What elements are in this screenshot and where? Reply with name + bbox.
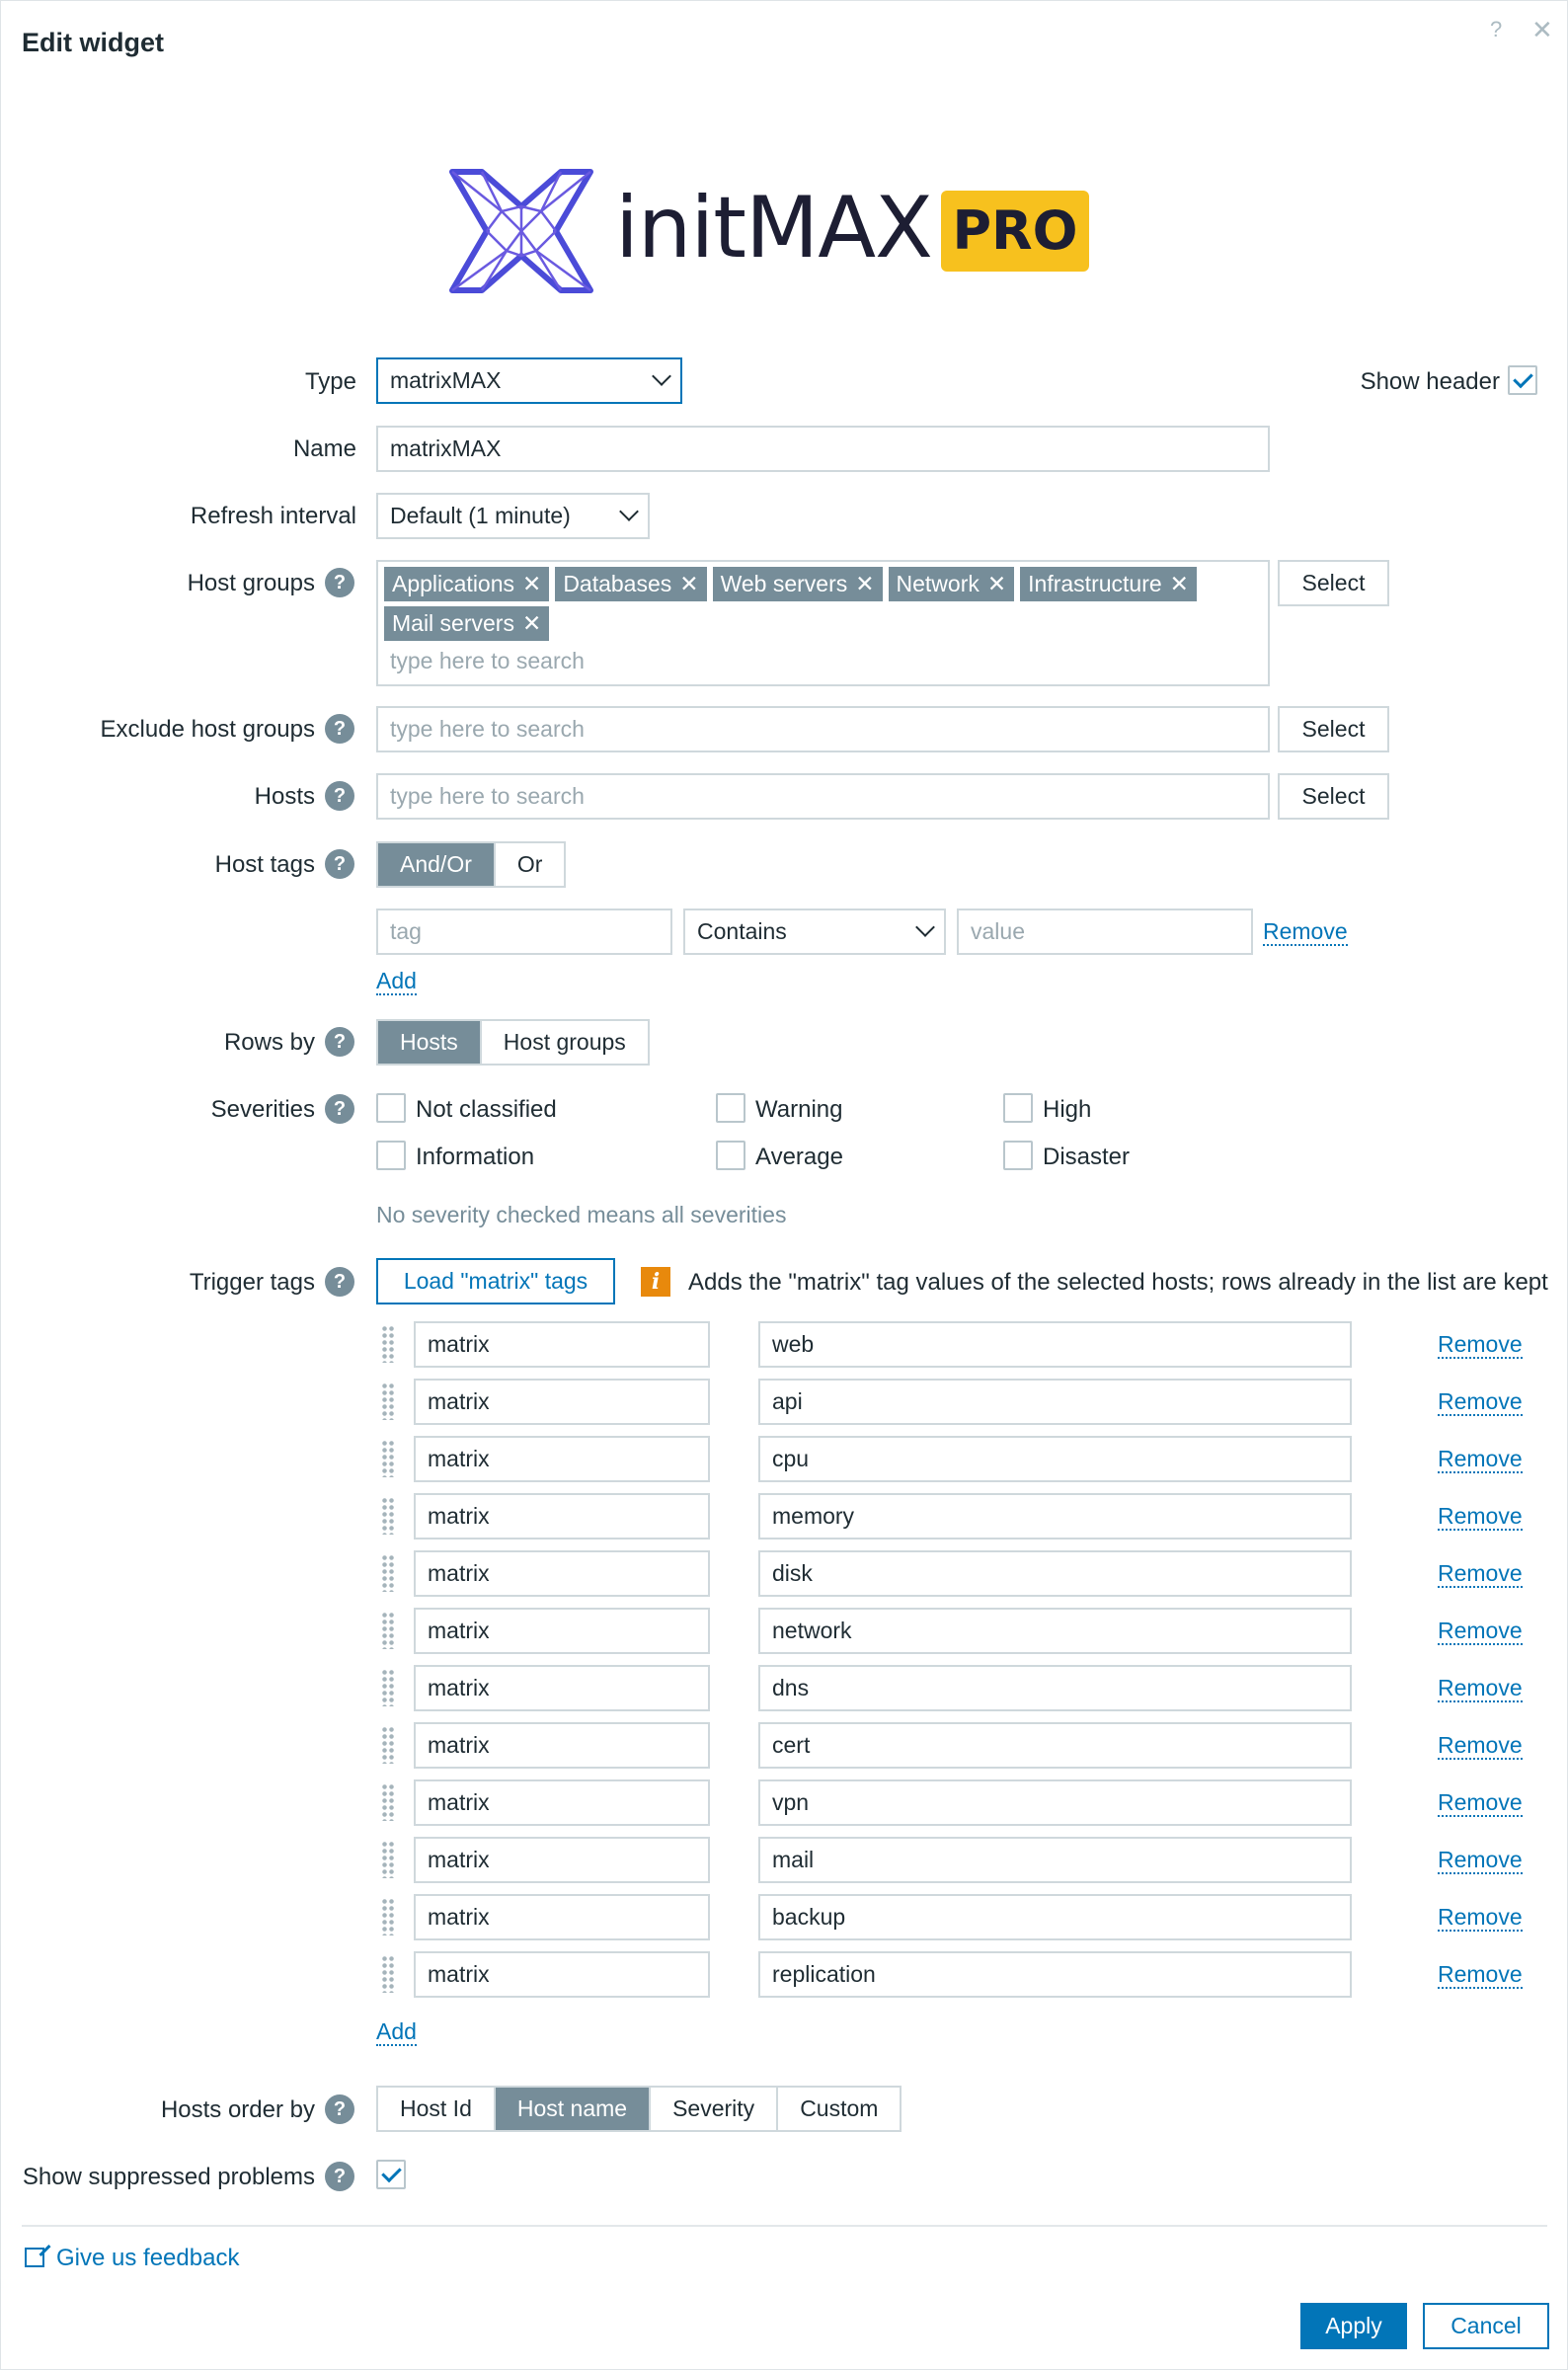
name-value: matrixMAX [390, 435, 502, 461]
trigger-tag-remove-link[interactable]: Remove [1438, 1847, 1523, 1872]
severity-disaster-checkbox[interactable] [1003, 1141, 1033, 1170]
name-input[interactable] [376, 426, 1270, 472]
trigger-tag-value-input[interactable] [758, 1722, 1352, 1769]
give-feedback-label: Give us feedback [56, 2245, 240, 2271]
trigger-tag-name-value: matrix [428, 1789, 490, 1815]
give-feedback-link[interactable] [25, 2245, 239, 2272]
severity-not-classified-label: Not classified [416, 1096, 557, 1123]
trigger-tag-remove-link[interactable]: Remove [1438, 1446, 1523, 1471]
trigger-tag-name-value: matrix [428, 1732, 490, 1758]
host-tags-or-option[interactable]: Or [516, 851, 543, 877]
drag-handle-icon[interactable] [381, 1783, 395, 1821]
severity-average-label: Average [755, 1144, 843, 1170]
host-group-chip-label: Network [896, 571, 980, 596]
trigger-tag-name-value: matrix [428, 1675, 490, 1700]
trigger-tag-name-input[interactable] [414, 1894, 710, 1940]
host-tags-label: Host tags [214, 851, 315, 878]
trigger-tags-label: Trigger tags [189, 1269, 315, 1296]
trigger-tag-value-value: api [772, 1388, 803, 1414]
drag-handle-icon[interactable] [381, 1841, 395, 1878]
trigger-tag-remove-link[interactable]: Remove [1438, 1904, 1523, 1930]
trigger-tag-name-input[interactable] [414, 1493, 710, 1540]
trigger-tag-remove-link[interactable]: Remove [1438, 1388, 1523, 1414]
dialog-title: Edit widget [22, 28, 164, 57]
host-groups-label: Host groups [187, 570, 315, 596]
footer-divider [22, 2225, 1547, 2227]
refresh-interval-label: Refresh interval [190, 503, 356, 529]
trigger-tag-value-value: disk [772, 1560, 813, 1586]
severity-high-checkbox[interactable] [1003, 1093, 1033, 1123]
help-icon[interactable]: ? [325, 568, 354, 597]
rows-by-hosts-option[interactable]: Hosts [378, 1021, 482, 1064]
trigger-tag-remove-link[interactable]: Remove [1438, 1503, 1523, 1529]
trigger-tag-value-input[interactable] [758, 1321, 1352, 1368]
trigger-tag-value-value: backup [772, 1904, 846, 1930]
help-icon[interactable]: ? [325, 1094, 354, 1124]
trigger-tag-value-value: dns [772, 1675, 810, 1700]
help-icon[interactable]: ? [325, 849, 354, 879]
show-header-checkbox[interactable] [1508, 365, 1537, 395]
trigger-tag-value-value: memory [772, 1503, 855, 1529]
severity-warning-checkbox[interactable] [716, 1093, 745, 1123]
severity-information-label: Information [416, 1144, 535, 1170]
order-host-id-option[interactable]: Host Id [378, 2088, 496, 2130]
trigger-tag-name-value: matrix [428, 1961, 490, 1987]
trigger-tag-value-value: web [772, 1331, 815, 1357]
trigger-tag-value-input[interactable] [758, 1436, 1352, 1482]
host-tag-add-link[interactable]: Add [376, 968, 417, 993]
order-custom-option[interactable]: Custom [800, 2095, 879, 2121]
drag-handle-icon[interactable] [381, 1325, 395, 1363]
cancel-button[interactable]: Cancel [1423, 2303, 1549, 2349]
trigger-tag-remove-link[interactable]: Remove [1438, 1789, 1523, 1815]
trigger-tag-value-input[interactable] [758, 1493, 1352, 1540]
host-group-chip-label: Infrastructure [1028, 571, 1162, 596]
host-group-chip [713, 567, 883, 601]
type-label: Type [304, 368, 356, 395]
trigger-tag-value-input[interactable] [758, 1951, 1352, 1998]
severity-information-checkbox[interactable] [376, 1141, 406, 1170]
help-icon[interactable]: ? [325, 781, 354, 811]
apply-button[interactable]: Apply [1300, 2303, 1407, 2349]
trigger-tag-name-input[interactable] [414, 1550, 710, 1597]
trigger-tags-info-text: Adds the "matrix" tag values of the selected hosts; rows already in the list are kept [688, 1269, 1548, 1296]
trigger-tag-name-input[interactable] [414, 1837, 710, 1883]
host-tag-remove-link[interactable]: Remove [1263, 918, 1348, 944]
trigger-tag-name-input[interactable] [414, 1951, 710, 1998]
host-group-chip-label: Databases [563, 571, 672, 596]
type-select[interactable] [376, 357, 682, 404]
trigger-tag-remove-link[interactable]: Remove [1438, 1961, 1523, 1987]
trigger-tag-add-link[interactable]: Add [376, 2018, 417, 2044]
hosts-order-by-toggle [376, 2086, 902, 2132]
trigger-tag-remove-link[interactable]: Remove [1438, 1618, 1523, 1643]
trigger-tag-value-value: vpn [772, 1789, 810, 1815]
trigger-tag-name-value: matrix [428, 1388, 490, 1414]
help-icon[interactable]: ? [1490, 17, 1503, 41]
drag-handle-icon[interactable] [381, 1382, 395, 1420]
trigger-tag-name-value: matrix [428, 1331, 490, 1357]
remove-chip-icon[interactable]: ✕ [522, 571, 542, 596]
trigger-tag-remove-link[interactable]: Remove [1438, 1675, 1523, 1700]
close-icon[interactable]: ✕ [1531, 15, 1553, 44]
rows-by-label: Rows by [223, 1029, 315, 1056]
info-icon[interactable]: i [641, 1267, 670, 1297]
refresh-interval-value: Default (1 minute) [390, 503, 571, 528]
trigger-tag-value-input[interactable] [758, 1665, 1352, 1711]
trigger-tag-value-input[interactable] [758, 1379, 1352, 1425]
drag-handle-icon[interactable] [381, 1612, 395, 1649]
trigger-tag-name-value: matrix [428, 1503, 490, 1529]
order-severity-option[interactable]: Severity [651, 2088, 778, 2130]
host-group-chip-label: Mail servers [392, 610, 514, 636]
help-icon[interactable]: ? [325, 2094, 354, 2124]
type-value: matrixMAX [390, 367, 502, 393]
drag-handle-icon[interactable] [381, 1898, 395, 1936]
trigger-tag-name-input[interactable] [414, 1321, 710, 1368]
host-group-chip [384, 567, 549, 601]
drag-handle-icon[interactable] [381, 1726, 395, 1764]
severity-warning-label: Warning [755, 1096, 843, 1123]
host-group-chip-label: Web servers [720, 571, 848, 596]
trigger-tag-remove-link[interactable]: Remove [1438, 1732, 1523, 1758]
chevron-down-icon [652, 366, 671, 386]
severity-high-label: High [1043, 1096, 1092, 1123]
host-group-chip [1020, 567, 1197, 601]
exclude-host-groups-select-button[interactable]: Select [1278, 706, 1389, 752]
severity-disaster-label: Disaster [1043, 1144, 1131, 1170]
drag-handle-icon[interactable] [381, 1497, 395, 1535]
trigger-tag-name-value: matrix [428, 1560, 490, 1586]
trigger-tag-value-input[interactable] [758, 1550, 1352, 1597]
help-icon[interactable]: ? [325, 714, 354, 744]
host-groups-chips [384, 567, 1262, 646]
trigger-tag-name-input[interactable] [414, 1665, 710, 1711]
trigger-tag-name-input[interactable] [414, 1379, 710, 1425]
trigger-tag-name-input[interactable] [414, 1779, 710, 1826]
help-icon[interactable]: ? [325, 2162, 354, 2191]
show-suppressed-label: Show suppressed problems [22, 2164, 315, 2190]
drag-handle-icon[interactable] [381, 1554, 395, 1592]
hosts-input[interactable]: type here to search [376, 773, 1270, 820]
remove-chip-icon[interactable]: ✕ [1169, 571, 1189, 596]
initmax-logo [447, 167, 1089, 295]
trigger-tag-name-value: matrix [428, 1847, 490, 1872]
order-host-name-option[interactable]: Host name [496, 2088, 651, 2130]
logo-brand: initMAX [615, 179, 932, 277]
host-tag-operator-select[interactable] [683, 908, 946, 955]
trigger-tag-value-input[interactable] [758, 1894, 1352, 1940]
severity-average-checkbox[interactable] [716, 1141, 745, 1170]
host-groups-search[interactable]: type here to search [390, 648, 585, 673]
trigger-tag-value-value: cpu [772, 1446, 810, 1471]
trigger-tag-name-input[interactable] [414, 1608, 710, 1654]
severities-label: Severities [210, 1096, 315, 1123]
remove-chip-icon[interactable]: ✕ [679, 571, 699, 596]
load-matrix-tags-button[interactable]: Load "matrix" tags [376, 1258, 615, 1304]
show-header-label: Show header [1360, 368, 1500, 395]
rows-by-toggle [376, 1019, 650, 1066]
trigger-tag-name-value: matrix [428, 1904, 490, 1930]
hosts-order-by-label: Hosts order by [160, 2096, 315, 2123]
trigger-tag-value-input[interactable] [758, 1608, 1352, 1654]
host-tags-evaltype-toggle [376, 841, 566, 888]
trigger-tag-remove-link[interactable]: Remove [1438, 1560, 1523, 1586]
drag-handle-icon[interactable] [381, 1669, 395, 1706]
remove-chip-icon[interactable]: ✕ [855, 571, 875, 596]
remove-chip-icon[interactable]: ✕ [986, 571, 1007, 596]
host-tag-value-input[interactable]: value [957, 908, 1253, 955]
name-label: Name [292, 435, 356, 462]
exclude-host-groups-label: Exclude host groups [100, 716, 315, 743]
trigger-tag-value-value: mail [772, 1847, 815, 1872]
severity-not-classified-checkbox[interactable] [376, 1093, 406, 1123]
exclude-host-groups-input[interactable]: type here to search [376, 706, 1270, 752]
host-groups-select-button[interactable]: Select [1278, 560, 1389, 606]
host-tags-andor-option[interactable]: And/Or [378, 843, 496, 886]
remove-chip-icon[interactable]: ✕ [521, 610, 542, 636]
drag-handle-icon[interactable] [381, 1955, 395, 1993]
help-icon[interactable]: ? [325, 1027, 354, 1057]
trigger-tag-name-input[interactable] [414, 1436, 710, 1482]
host-tag-operator-value: Contains [697, 918, 787, 944]
chevron-down-icon [619, 502, 639, 521]
host-group-chip-label: Applications [392, 571, 515, 596]
logo-badge: PRO [941, 191, 1089, 272]
refresh-interval-select[interactable] [376, 493, 650, 539]
host-group-chip [555, 567, 706, 601]
drag-handle-icon[interactable] [381, 1440, 395, 1477]
trigger-tag-value-value: cert [772, 1732, 811, 1758]
rows-by-host-groups-option[interactable]: Host groups [503, 1029, 626, 1055]
hosts-label: Hosts [254, 783, 315, 810]
host-group-chip [889, 567, 1015, 601]
hosts-select-button[interactable]: Select [1278, 773, 1389, 820]
host-tag-name-input[interactable]: tag [376, 908, 672, 955]
trigger-tag-value-value: replication [772, 1961, 876, 1987]
show-suppressed-checkbox[interactable] [376, 2160, 406, 2189]
chevron-down-icon [915, 917, 935, 937]
trigger-tag-name-input[interactable] [414, 1722, 710, 1769]
help-icon[interactable]: ? [325, 1267, 354, 1297]
host-groups-multiselect[interactable] [376, 560, 1270, 686]
external-link-icon [25, 2248, 44, 2267]
initmax-mark-icon [447, 167, 595, 295]
trigger-tag-value-value: network [772, 1618, 852, 1643]
trigger-tag-value-input[interactable] [758, 1779, 1352, 1826]
trigger-tag-value-input[interactable] [758, 1837, 1352, 1883]
trigger-tag-name-value: matrix [428, 1446, 490, 1471]
trigger-tag-name-value: matrix [428, 1618, 490, 1643]
host-group-chip [384, 606, 549, 641]
severities-hint: No severity checked means all severities [376, 1202, 787, 1227]
trigger-tag-remove-link[interactable]: Remove [1438, 1331, 1523, 1357]
